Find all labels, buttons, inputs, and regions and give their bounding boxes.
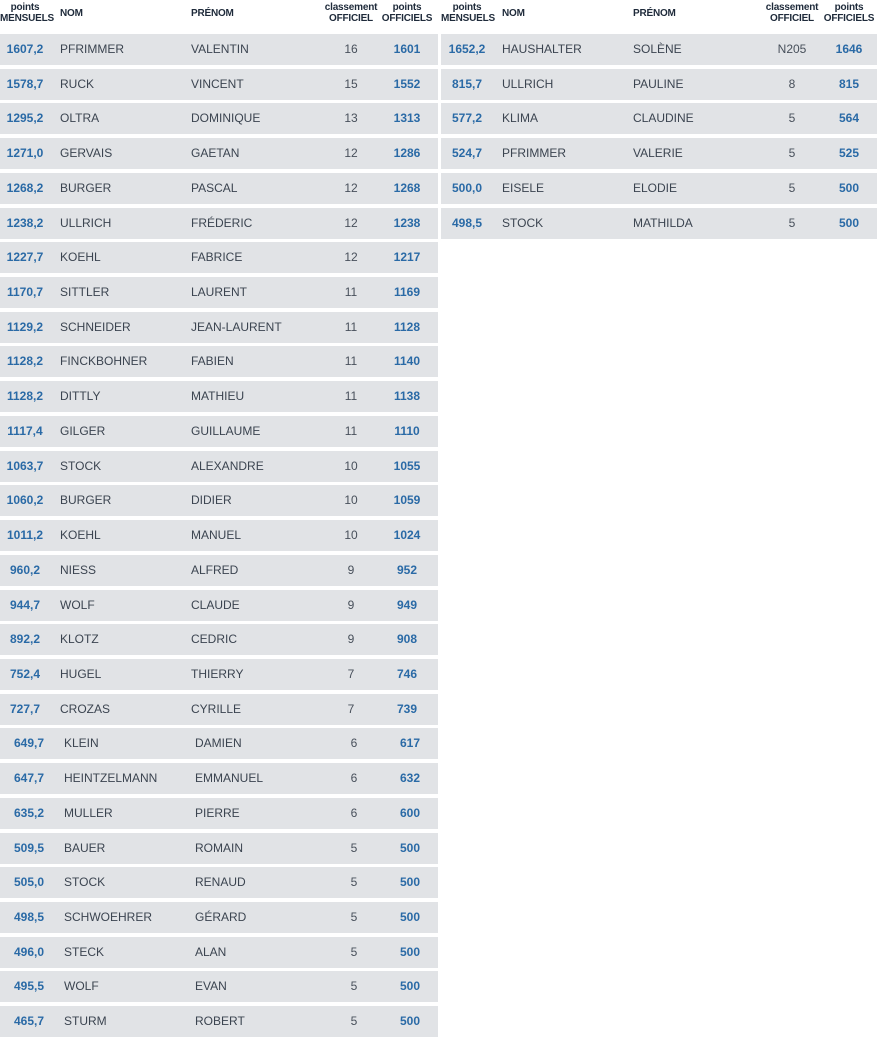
prenom-cell: PAULINE <box>633 76 684 91</box>
table-row <box>0 590 438 621</box>
classement-cell: 5 <box>788 111 796 126</box>
points-officiels-cell: 500 <box>399 840 421 855</box>
points-mensuels-cell: 649,7 <box>13 736 45 751</box>
classement-cell: 13 <box>344 111 358 126</box>
header-classement: classement OFFICIEL <box>324 2 378 24</box>
classement-cell: 5 <box>350 979 358 994</box>
nom-cell: GILGER <box>60 423 106 438</box>
prenom-cell: FRÉDERIC <box>191 215 253 230</box>
table-row <box>441 34 877 65</box>
prenom-cell: DOMINIQUE <box>191 111 261 126</box>
table-row <box>0 173 438 204</box>
classement-cell: 10 <box>344 458 358 473</box>
classement-cell: 5 <box>350 840 358 855</box>
nom-cell: PFRIMMER <box>502 146 566 161</box>
nom-cell: STECK <box>64 944 105 959</box>
classement-cell: 5 <box>350 944 358 959</box>
points-officiels-cell: 952 <box>396 562 418 577</box>
points-officiels-cell: 1238 <box>393 215 421 230</box>
classement-cell: 5 <box>350 875 358 890</box>
table-body <box>441 34 877 239</box>
table-row <box>0 242 438 273</box>
prenom-cell: CLAUDINE <box>633 111 694 126</box>
nom-cell: STOCK <box>64 875 106 890</box>
classement-cell: 12 <box>344 180 358 195</box>
nom-cell: KLEIN <box>64 736 99 751</box>
points-officiels-cell: 1055 <box>393 458 421 473</box>
classement-cell: 7 <box>347 666 355 681</box>
nom-cell: STURM <box>64 1014 107 1029</box>
nom-cell: KLIMA <box>502 111 539 126</box>
points-mensuels-cell: 495,5 <box>13 979 45 994</box>
points-officiels-cell: 1024 <box>393 528 421 543</box>
classement-cell: 9 <box>347 632 355 647</box>
table-row <box>0 763 438 794</box>
table-row <box>441 138 877 169</box>
points-mensuels-cell: 1060,2 <box>6 493 44 508</box>
nom-cell: RUCK <box>60 76 95 91</box>
classement-cell: 11 <box>344 423 358 438</box>
points-officiels-cell: 1646 <box>835 42 863 56</box>
prenom-cell: FABRICE <box>191 250 243 265</box>
points-mensuels-cell: 1117,4 <box>7 423 43 438</box>
table-row <box>0 937 438 968</box>
classement-cell: 5 <box>350 1014 358 1029</box>
table-row <box>441 173 877 204</box>
table-row <box>441 69 877 100</box>
nom-cell: STOCK <box>60 458 102 473</box>
prenom-cell: ALFRED <box>191 562 239 577</box>
classement-cell: 16 <box>344 42 358 56</box>
nom-cell: SCHNEIDER <box>60 319 131 334</box>
points-mensuels-cell: 727,7 <box>9 701 41 716</box>
points-mensuels-cell: 752,4 <box>9 666 41 681</box>
classement-cell: 5 <box>788 215 796 230</box>
classement-cell: 11 <box>344 354 358 369</box>
prenom-cell: ROMAIN <box>195 840 243 855</box>
nom-cell: GERVAIS <box>60 146 113 161</box>
points-officiels-cell: 564 <box>838 111 860 126</box>
points-officiels-cell: 500 <box>399 979 421 994</box>
points-officiels-cell: 1313 <box>393 111 421 126</box>
classement-cell: 9 <box>347 597 355 612</box>
prenom-cell: ELODIE <box>633 180 678 195</box>
table-row <box>0 659 438 690</box>
prenom-cell: VALENTIN <box>191 42 249 56</box>
classement-cell: 7 <box>347 701 355 716</box>
table-row <box>0 416 438 447</box>
header-points-mensuels: points MENSUELS <box>441 2 495 24</box>
points-mensuels-cell: 647,7 <box>13 771 45 786</box>
table-row <box>0 208 438 239</box>
table-row <box>441 103 877 134</box>
points-officiels-cell: 1140 <box>393 354 421 369</box>
points-mensuels-cell: 505,0 <box>13 875 45 890</box>
prenom-cell: LAURENT <box>191 285 248 300</box>
points-mensuels-cell: 1129,2 <box>6 319 44 334</box>
header-nom: NOM <box>60 8 83 19</box>
classement-cell: 5 <box>788 180 796 195</box>
points-officiels-cell: 908 <box>396 632 418 647</box>
table-row <box>0 346 438 377</box>
points-mensuels-cell: 498,5 <box>451 215 483 230</box>
points-officiels-cell: 1601 <box>393 42 421 56</box>
nom-cell: CROZAS <box>60 701 111 716</box>
nom-cell: HEINTZELMANN <box>64 771 158 786</box>
nom-cell: BURGER <box>60 493 112 508</box>
nom-cell: KLOTZ <box>60 632 99 647</box>
prenom-cell: THIERRY <box>191 666 244 681</box>
header-nom: NOM <box>502 8 525 19</box>
prenom-cell: PIERRE <box>195 805 240 820</box>
points-mensuels-cell: 960,2 <box>9 562 41 577</box>
points-officiels-cell: 600 <box>399 805 421 820</box>
prenom-cell: CYRILLE <box>191 701 242 716</box>
header-prenom: PRÉNOM <box>191 8 234 19</box>
prenom-cell: CEDRIC <box>191 632 238 647</box>
prenom-cell: EMMANUEL <box>195 771 264 786</box>
classement-cell: 5 <box>350 909 358 924</box>
nom-cell: HUGEL <box>60 666 102 681</box>
points-mensuels-cell: 815,7 <box>451 76 483 91</box>
points-officiels-cell: 500 <box>399 909 421 924</box>
points-officiels-cell: 1128 <box>393 319 421 334</box>
points-officiels-cell: 500 <box>838 215 860 230</box>
classement-cell: N205 <box>777 42 807 56</box>
classement-cell: 15 <box>344 76 358 91</box>
points-officiels-cell: 1169 <box>393 285 421 300</box>
points-officiels-cell: 1138 <box>393 389 421 404</box>
nom-cell: KOEHL <box>60 528 101 543</box>
classement-cell: 12 <box>344 250 358 265</box>
points-officiels-cell: 525 <box>838 146 860 161</box>
header-points-mensuels: points MENSUELS <box>0 2 54 24</box>
table-row <box>0 34 438 65</box>
classement-cell: 12 <box>344 215 358 230</box>
points-mensuels-cell: 892,2 <box>9 632 41 647</box>
points-mensuels-cell: 1607,2 <box>6 42 44 56</box>
nom-cell: MULLER <box>64 805 113 820</box>
table-row <box>0 138 438 169</box>
points-mensuels-cell: 1170,7 <box>6 285 44 300</box>
header-points-officiels: points OFFICIELS <box>381 2 433 24</box>
table-row <box>0 798 438 829</box>
header-classement: classement OFFICIEL <box>765 2 819 24</box>
prenom-cell: RENAUD <box>195 875 246 890</box>
nom-cell: EISELE <box>502 180 545 195</box>
table-row <box>441 208 877 239</box>
table-row <box>0 69 438 100</box>
classement-cell: 10 <box>344 493 358 508</box>
prenom-cell: GUILLAUME <box>191 423 261 438</box>
header-points-officiels: points OFFICIELS <box>823 2 875 24</box>
nom-cell: SITTLER <box>60 285 110 300</box>
points-officiels-cell: 500 <box>399 875 421 890</box>
points-mensuels-cell: 1295,2 <box>6 111 44 126</box>
points-mensuels-cell: 1652,2 <box>448 42 486 56</box>
prenom-cell: MANUEL <box>191 528 242 543</box>
table-body <box>0 34 438 1037</box>
points-mensuels-cell: 1063,7 <box>6 458 44 473</box>
prenom-cell: JEAN-LAURENT <box>191 319 282 334</box>
table-header <box>441 0 877 33</box>
points-officiels-cell: 1217 <box>393 250 421 265</box>
points-officiels-cell: 500 <box>399 1014 421 1029</box>
nom-cell: KOEHL <box>60 250 101 265</box>
table-row <box>0 277 438 308</box>
points-mensuels-cell: 577,2 <box>451 111 483 126</box>
points-mensuels-cell: 1578,7 <box>6 76 44 91</box>
prenom-cell: VINCENT <box>191 76 244 91</box>
points-mensuels-cell: 496,0 <box>13 944 45 959</box>
prenom-cell: DIDIER <box>191 493 232 508</box>
points-mensuels-cell: 509,5 <box>13 840 45 855</box>
points-mensuels-cell: 498,5 <box>13 909 45 924</box>
table-row <box>0 103 438 134</box>
points-officiels-cell: 632 <box>399 771 421 786</box>
classement-cell: 6 <box>350 736 358 751</box>
table-row <box>0 520 438 551</box>
prenom-cell: SOLÈNE <box>633 42 682 56</box>
prenom-cell: ROBERT <box>195 1014 245 1029</box>
table-row <box>0 728 438 759</box>
prenom-cell: MATHILDA <box>633 215 693 230</box>
table-row <box>0 833 438 864</box>
prenom-cell: EVAN <box>195 979 227 994</box>
points-officiels-cell: 500 <box>838 180 860 195</box>
points-mensuels-cell: 1271,0 <box>6 146 44 161</box>
ranking-table-men <box>0 0 438 1041</box>
points-mensuels-cell: 1128,2 <box>6 354 44 369</box>
ranking-table-women <box>441 0 877 242</box>
classement-cell: 11 <box>344 285 358 300</box>
table-row <box>0 1006 438 1037</box>
table-row <box>0 485 438 516</box>
classement-cell: 11 <box>344 389 358 404</box>
table-row <box>0 694 438 725</box>
points-mensuels-cell: 465,7 <box>13 1014 45 1029</box>
classement-cell: 9 <box>347 562 355 577</box>
table-row <box>0 451 438 482</box>
points-mensuels-cell: 1128,2 <box>6 389 44 404</box>
table-row <box>0 867 438 898</box>
nom-cell: STOCK <box>502 215 544 230</box>
classement-cell: 10 <box>344 528 358 543</box>
prenom-cell: PASCAL <box>191 180 238 195</box>
nom-cell: DITTLY <box>60 389 101 404</box>
points-mensuels-cell: 944,7 <box>9 597 41 612</box>
points-mensuels-cell: 1011,2 <box>6 528 44 543</box>
nom-cell: WOLF <box>64 979 99 994</box>
points-officiels-cell: 815 <box>838 76 860 91</box>
points-mensuels-cell: 524,7 <box>451 146 483 161</box>
nom-cell: ULLRICH <box>60 215 112 230</box>
prenom-cell: GÉRARD <box>195 909 247 924</box>
points-officiels-cell: 1110 <box>394 423 420 438</box>
points-officiels-cell: 739 <box>396 701 418 716</box>
classement-cell: 11 <box>344 319 358 334</box>
prenom-cell: MATHIEU <box>191 389 245 404</box>
classement-cell: 6 <box>350 805 358 820</box>
points-mensuels-cell: 1227,7 <box>6 250 44 265</box>
table-row <box>0 624 438 655</box>
points-officiels-cell: 1059 <box>393 493 421 508</box>
table-row <box>0 381 438 412</box>
classement-cell: 6 <box>350 771 358 786</box>
nom-cell: FINCKBOHNER <box>60 354 148 369</box>
classement-cell: 8 <box>788 76 796 91</box>
prenom-cell: CLAUDE <box>191 597 240 612</box>
points-mensuels-cell: 500,0 <box>451 180 483 195</box>
table-row <box>0 902 438 933</box>
prenom-cell: ALAN <box>195 944 227 959</box>
points-officiels-cell: 1552 <box>393 76 421 91</box>
nom-cell: BURGER <box>60 180 112 195</box>
points-officiels-cell: 617 <box>399 736 421 751</box>
points-mensuels-cell: 635,2 <box>13 805 45 820</box>
classement-cell: 12 <box>344 146 358 161</box>
nom-cell: BAUER <box>64 840 106 855</box>
table-row <box>0 555 438 586</box>
points-officiels-cell: 746 <box>396 666 418 681</box>
prenom-cell: VALERIE <box>633 146 683 161</box>
nom-cell: OLTRA <box>60 111 100 126</box>
nom-cell: NIESS <box>60 562 97 577</box>
points-mensuels-cell: 1268,2 <box>6 180 44 195</box>
table-header <box>0 0 438 33</box>
classement-cell: 5 <box>788 146 796 161</box>
points-mensuels-cell: 1238,2 <box>6 215 44 230</box>
nom-cell: ULLRICH <box>502 76 554 91</box>
prenom-cell: GAETAN <box>191 146 240 161</box>
nom-cell: PFRIMMER <box>60 42 124 56</box>
nom-cell: WOLF <box>60 597 95 612</box>
table-row <box>0 971 438 1002</box>
table-row <box>0 312 438 343</box>
nom-cell: SCHWOEHRER <box>64 909 153 924</box>
points-officiels-cell: 1286 <box>393 146 421 161</box>
points-officiels-cell: 949 <box>396 597 418 612</box>
prenom-cell: DAMIEN <box>195 736 242 751</box>
header-prenom: PRÉNOM <box>633 8 676 19</box>
prenom-cell: ALEXANDRE <box>191 458 264 473</box>
points-officiels-cell: 500 <box>399 944 421 959</box>
nom-cell: HAUSHALTER <box>502 42 582 56</box>
prenom-cell: FABIEN <box>191 354 234 369</box>
points-officiels-cell: 1268 <box>393 180 421 195</box>
